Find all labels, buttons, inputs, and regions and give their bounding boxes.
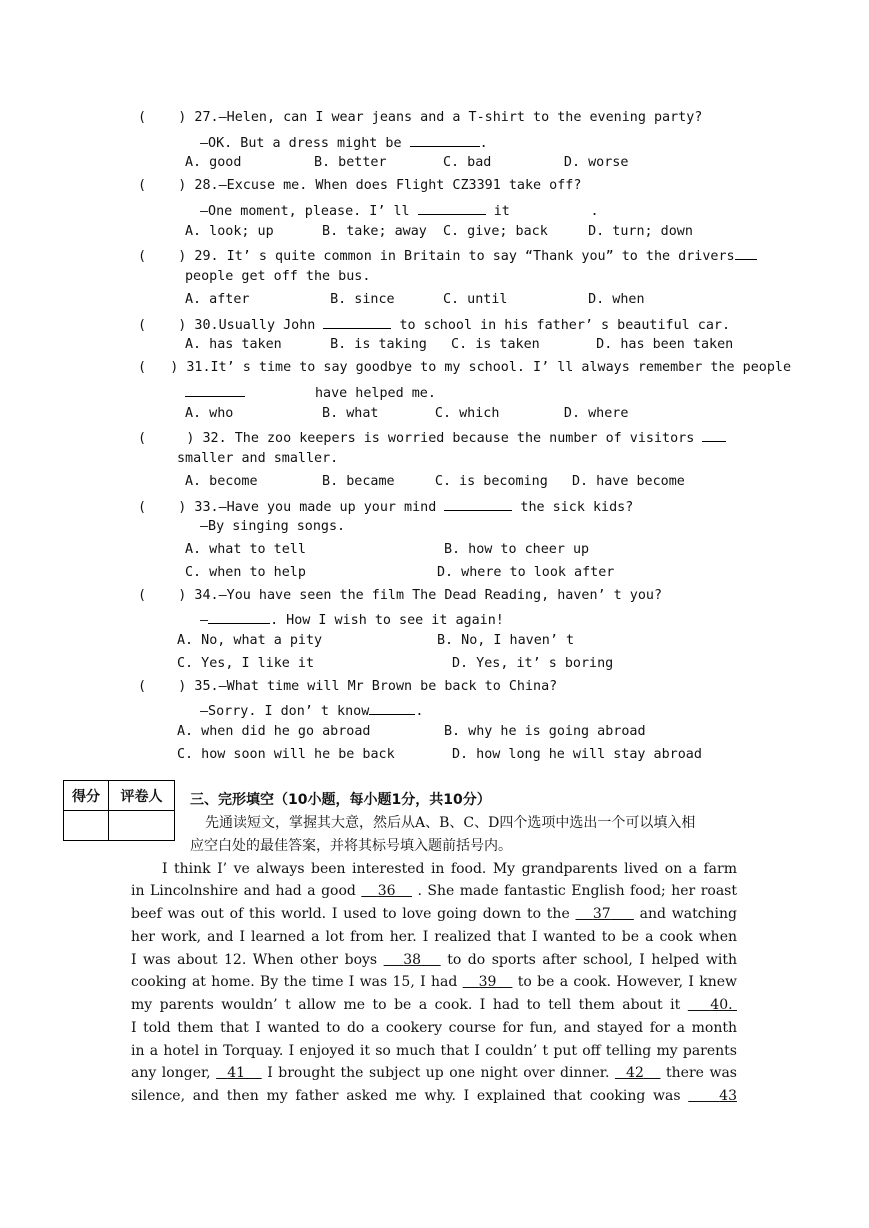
- q31-stem: ( ) 31.It’ s time to say goodbye to my school. I’ ll always remember the people: [138, 360, 792, 375]
- q34-option-c: C. Yes, I like it: [177, 656, 315, 671]
- q33-option-a: A. what to tell: [185, 542, 306, 557]
- passage-line-6: cooking at home. By the time I was 15, I had 39 to be a cook. However, I knew: [131, 974, 737, 990]
- q29-options: A. after B. since C. until D. when: [185, 292, 645, 307]
- passage-line-3: beef was out of this world. I used to love going down to the 37 and watching: [131, 906, 738, 922]
- passage-line-5: I was about 12. When other boys 38 to do sports after school, I helped with: [131, 952, 737, 968]
- q27-stem: ( ) 27.—Helen, can I wear jeans and a T-shirt to the evening party?: [138, 110, 703, 125]
- passage-line-11: silence, and then my father asked me why. I explained that cooking was 43: [131, 1088, 737, 1104]
- blank-40: 40.: [710, 997, 733, 1013]
- q29-stem: ( ) 29. It’ s quite common in Britain to say “Thank you” to the drivers: [138, 245, 757, 266]
- blank-38: 38: [403, 952, 422, 968]
- section-instruction-1: 先通读短文，掌握其大意，然后从A、B、C、D四个选项中选出一个可以填入相: [205, 815, 696, 831]
- blank-42: 42: [626, 1065, 644, 1081]
- passage-line-9: in a hotel in Torquay. I enjoyed it so much that I couldn’ t put off telling my parents: [131, 1043, 737, 1059]
- q34-option-b: B. No, I haven’ t: [437, 633, 575, 648]
- score-header: 得分: [64, 781, 109, 811]
- q30-options: A. has taken B. is taking C. is taken D. has been taken: [185, 337, 734, 352]
- passage-line-1: I think I’ ve always been interested in food. My grandparents lived on a farm: [162, 861, 737, 877]
- passage-line-8: I told them that I wanted to do a cookery course for fun, and stayed for a month: [131, 1020, 737, 1036]
- q34-line2: — . How I wish to see it again!: [200, 609, 504, 630]
- q32-stem: ( ) 32. The zoo keepers is worried because the number of visitors: [138, 427, 726, 448]
- q27-options: A. good B. better C. bad D. worse: [185, 155, 629, 170]
- q32-options: A. become B. became C. is becoming D. have become: [185, 474, 685, 489]
- q34-stem: ( ) 34.—You have seen the film The Dead Reading, haven’ t you?: [138, 588, 663, 603]
- blank-41: 41: [227, 1065, 246, 1081]
- q33-line2: —By singing songs.: [200, 519, 346, 534]
- grader-header: 评卷人: [109, 781, 175, 811]
- section-instruction-2: 应空白处的最佳答案，并将其标号填入题前括号内。: [190, 838, 512, 854]
- blank-37: 37: [592, 906, 611, 922]
- q28-options: A. look; up B. take; away C. give; back D. turn; down: [185, 224, 693, 239]
- q33-option-b: B. how to cheer up: [444, 542, 590, 557]
- passage-line-2: in Lincolnshire and had a good 36 . She made fantastic English food; her roast: [131, 883, 737, 899]
- q35-option-d: D. how long he will stay abroad: [452, 747, 702, 762]
- q35-option-c: C. how soon will he be back: [177, 747, 395, 762]
- passage-line-10: any longer, 41 I brought the subject up one night over dinner. 42 there was: [131, 1065, 737, 1081]
- q27-line2: —OK. But a dress might be .: [200, 132, 488, 153]
- q33-option-d: D. where to look after: [437, 565, 615, 580]
- q35-line2: —Sorry. I don’ t know .: [200, 700, 423, 721]
- score-cell: [64, 811, 109, 841]
- q28-line2: —One moment, please. I’ ll it .: [200, 200, 599, 221]
- blank-39: 39: [478, 974, 497, 990]
- q28-stem: ( ) 28.—Excuse me. When does Flight CZ3391 take off?: [138, 178, 582, 193]
- q31-line2: have helped me.: [185, 382, 436, 403]
- q32-line2: smaller and smaller.: [177, 451, 339, 466]
- q35-option-b: B. why he is going abroad: [444, 724, 646, 739]
- q29-line2: people get off the bus.: [185, 269, 371, 284]
- q33-option-c: C. when to help: [185, 565, 306, 580]
- section-title: 三、完形填空（10小题，每小题1分，共10分）: [190, 792, 491, 808]
- blank-43: 43: [719, 1088, 737, 1104]
- q34-option-d: D. Yes, it’ s boring: [452, 656, 614, 671]
- passage-line-4: her work, and I learned a lot from her. I realized that I wanted to be a cook when: [131, 929, 737, 945]
- q35-option-a: A. when did he go abroad: [177, 724, 371, 739]
- q34-option-a: A. No, what a pity: [177, 633, 323, 648]
- q33-stem: ( ) 33.—Have you made up your mind the sick kids?: [138, 496, 633, 517]
- grader-cell: [109, 811, 175, 841]
- q31-options: A. who B. what C. which D. where: [185, 406, 629, 421]
- passage-line-7: my parents wouldn’ t allow me to be a cook. I had to tell them about it 40.: [131, 996, 737, 1014]
- score-table: [63, 780, 175, 841]
- q30-stem: ( ) 30.Usually John to school in his father’ s beautiful car.: [138, 314, 730, 335]
- blank-36: 36: [377, 883, 396, 899]
- q35-stem: ( ) 35.—What time will Mr Brown be back to China?: [138, 679, 558, 694]
